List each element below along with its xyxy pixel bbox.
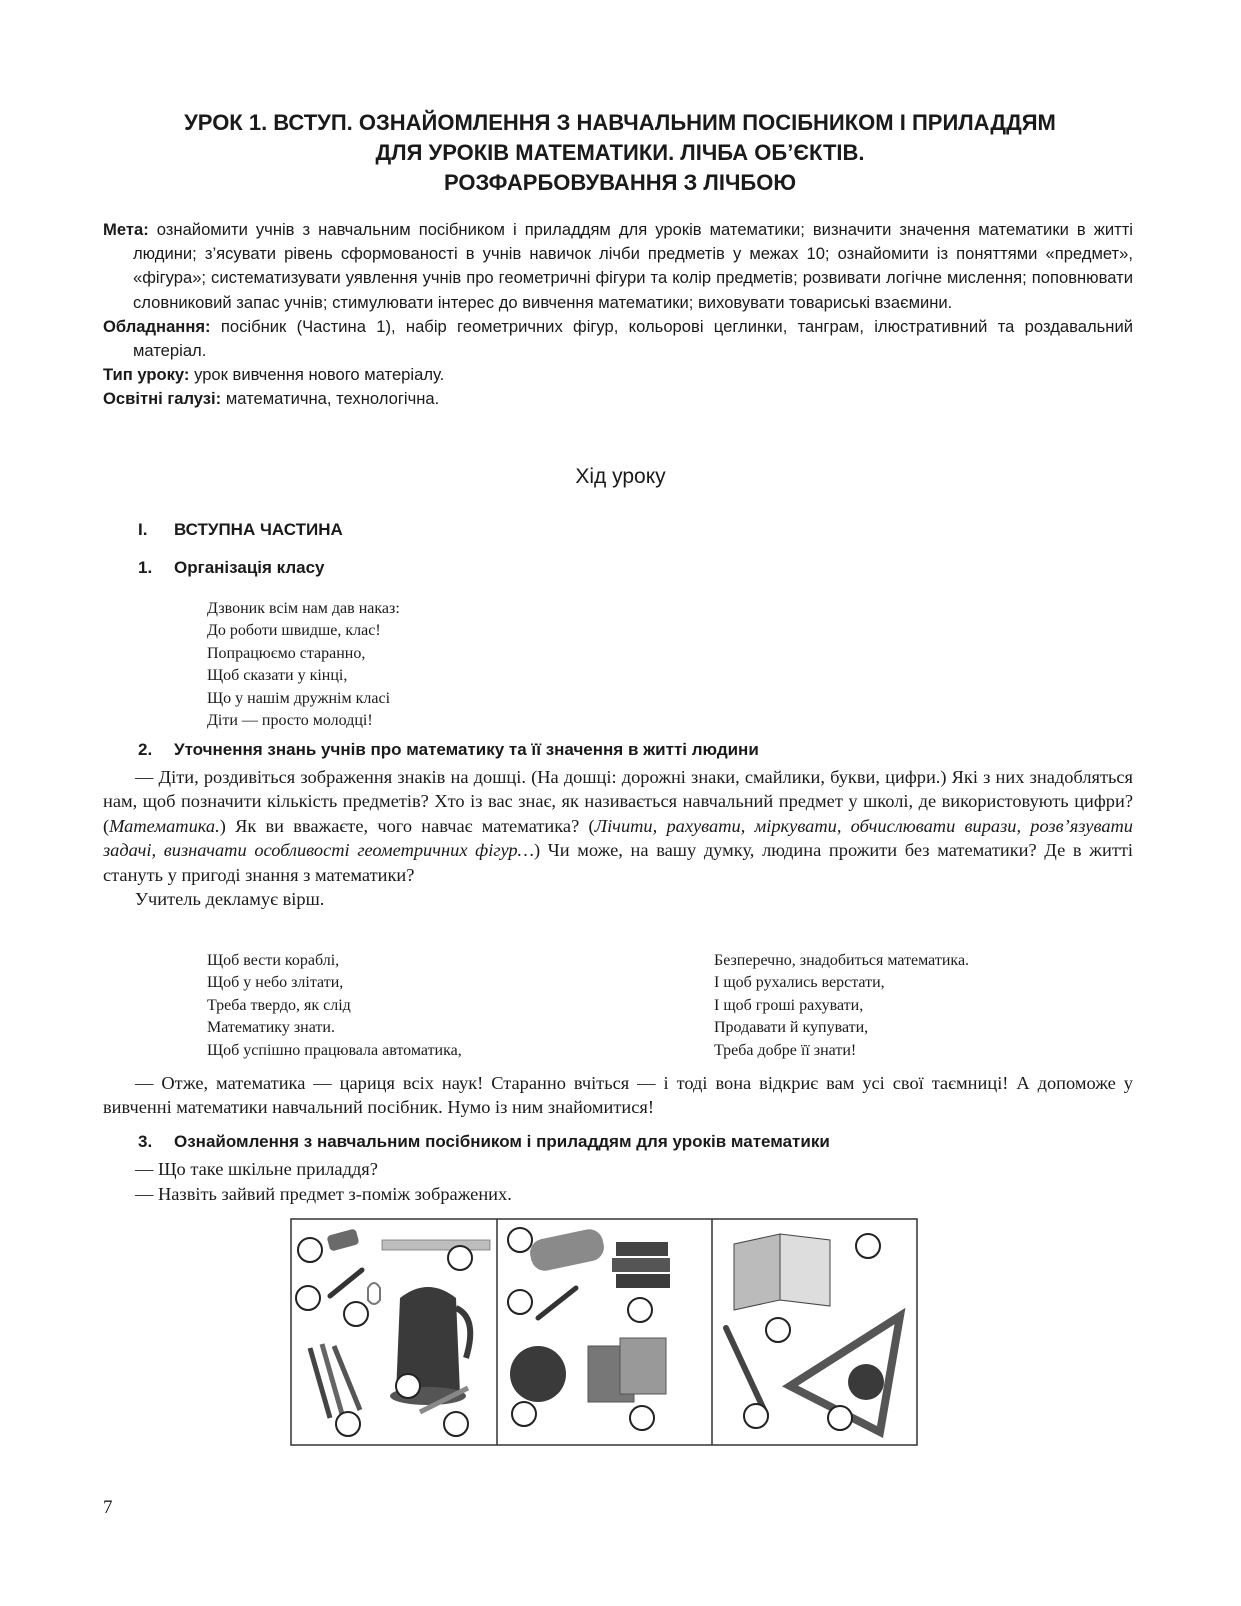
books-icon: [616, 1274, 670, 1288]
lesson-meta: [103, 218, 1133, 412]
answer-circle[interactable]: [396, 1374, 420, 1398]
goal-text: ознайомити учнів з навчальним посібником і приладдям для уроків математики; визначити значення математики в житті людини; з’ясувати рівень сформованості в учнів навичок лічби предметів у межах 10; ознайомити із поняттями «предмет», «фігура»; систематизувати уявлення учнів про геометричні фігури та колір предметів; розвивати логічне мислення; поповнювати словниковий запас учнів; стимулювати інтерес до вивчення математики; виховувати товариські взаємини.: [133, 220, 1133, 312]
type-label: Тип уроку:: [103, 365, 190, 385]
answer-circle[interactable]: [766, 1318, 790, 1342]
question-2: — Назвіть зайвий предмет з-поміж зображених.: [135, 1184, 512, 1204]
poem-line: Щоб успішно працювала автоматика,: [207, 1041, 462, 1059]
answer-circle[interactable]: [344, 1302, 368, 1326]
goal-paragraph: [103, 218, 1133, 315]
open-book-icon: [734, 1234, 780, 1310]
poem-line: Треба добре її знати!: [714, 1041, 857, 1059]
equipment-label: Обладнання:: [103, 316, 211, 336]
poem-line: Щоб у небо злітати,: [207, 974, 344, 992]
answer-circle[interactable]: [628, 1298, 652, 1322]
conclusion-text: — Отже, математика — цариця всіх наук! Старанно вчіться — і тоді вона відкриє вам усі свої таємниці! А допоможе у вивченні математики навчальний посібник. Нумо із ним знайомитися!: [103, 1073, 1133, 1118]
item-3-number: 3.: [138, 1132, 153, 1151]
answer-circle[interactable]: [298, 1238, 322, 1262]
answer-circle[interactable]: [512, 1402, 536, 1426]
item-2-heading: [138, 740, 759, 760]
type-text: урок вивчення нового матеріалу.: [194, 365, 445, 385]
title-line-2: ДЛЯ УРОКІВ МАТЕМАТИКИ. ЛІЧБА ОБ’ЄКТІВ.: [375, 140, 865, 165]
item-1-number: 1.: [138, 558, 153, 577]
school-supplies-figure: [290, 1218, 918, 1446]
poem-line: Математику знати.: [207, 1019, 335, 1037]
open-book-icon: [780, 1234, 830, 1306]
books-icon: [612, 1258, 670, 1272]
answer-circle[interactable]: [828, 1406, 852, 1430]
poem-math-right: [714, 950, 969, 1062]
teacher-recites: Учитель декламує вірш.: [135, 889, 325, 910]
poem-line: Безперечно, знадобиться математика.: [714, 952, 970, 969]
title-line-1: УРОК 1. ВСТУП. ОЗНАЙОМЛЕННЯ З НАВЧАЛЬНИМ ПОСІБНИКОМ І ПРИЛАДДЯМ: [184, 110, 1056, 135]
answer-circle[interactable]: [508, 1290, 532, 1314]
poem-math-left: [207, 950, 462, 1062]
item-3-title: Ознайомлення з навчальним посібником і приладдям для уроків математики: [174, 1132, 830, 1151]
areas-label: Освітні галузі:: [103, 389, 222, 409]
answer-circle[interactable]: [336, 1412, 360, 1436]
item-2-title: Уточнення знань учнів про математику та її значення в житті людини: [174, 740, 759, 759]
poem-line: Продавати й купувати,: [714, 1019, 869, 1037]
ruler-icon: [382, 1240, 490, 1250]
lesson-title: [100, 108, 1140, 198]
answer-circle[interactable]: [630, 1406, 654, 1430]
books-icon: [616, 1242, 668, 1256]
answer-circle[interactable]: [444, 1412, 468, 1436]
goal-label: Мета:: [103, 220, 149, 239]
poem-bell: [207, 598, 400, 732]
tomato-icon: [510, 1346, 566, 1402]
page-number: 7: [103, 1497, 113, 1518]
areas-paragraph: [103, 387, 1133, 411]
item-2-number: 2.: [138, 740, 153, 759]
answer-circle[interactable]: [508, 1228, 532, 1252]
discussion-text: [103, 765, 1133, 887]
section-1-number: I.: [138, 520, 148, 539]
title-line-3: РОЗФАРБОВУВАННЯ З ЛІЧБОЮ: [443, 170, 797, 195]
answer-circle[interactable]: [296, 1286, 320, 1310]
text-run: ) Чи може, на вашу думку, людина прожити без математики? Де в житті стануть у пригоді знання з математики?: [103, 840, 1133, 885]
section-1-heading: [138, 520, 343, 540]
chestnut-icon: [848, 1364, 884, 1400]
discussion-paragraph: [103, 765, 1133, 911]
answer-italic: Математика.: [109, 815, 220, 836]
equipment-text: посібник (Частина 1), набір геометричних фігур, кольорові цеглинки, танграм, ілюстративний та роздавальний матеріал.: [133, 316, 1133, 361]
item-3-heading: [138, 1132, 830, 1152]
poem-line: Щоб вести кораблі,: [207, 952, 340, 969]
poem-line: Щоб сказати у кінці,: [207, 667, 348, 685]
answer-circle[interactable]: [856, 1234, 880, 1258]
poem-line: Діти — просто молодці!: [207, 712, 373, 730]
poem-line: До роботи швидше, клас!: [207, 622, 381, 640]
figure-svg: [290, 1218, 918, 1446]
text-run: ) Як ви вважаєте, чого навчає математика? (: [219, 815, 595, 836]
text-run: — Діти, роздивіться зображення знаків на дошці. (На дошці: дорожні знаки, смайлики, букви, цифри.) Які з них знадобляться нам, щоб позначити кількість предметів? Хто із вас знає, як називається навчальний предмет у школі, де використовують цифри? (: [103, 767, 1133, 836]
type-paragraph: [103, 363, 1133, 387]
item-1-heading: [138, 558, 325, 578]
notebooks-icon: [620, 1338, 666, 1394]
section-1-title: ВСТУПНА ЧАСТИНА: [174, 520, 343, 539]
poem-line: Що у нашім дружнім класі: [207, 689, 391, 707]
poem-line: І щоб гроші рахувати,: [714, 996, 864, 1014]
poem-line: Треба твердо, як слід: [207, 996, 351, 1014]
answer-circle[interactable]: [448, 1246, 472, 1270]
poem-line: Попрацюємо старанно,: [207, 644, 366, 662]
question-1: — Що таке шкільне приладдя?: [135, 1159, 378, 1179]
conclusion-paragraph: [103, 1071, 1133, 1120]
poem-line: Дзвоник всім нам дав наказ:: [207, 600, 400, 617]
equipment-paragraph: [103, 315, 1133, 363]
answer-circle[interactable]: [744, 1404, 768, 1428]
areas-text: математична, технологічна.: [225, 389, 440, 409]
progress-heading: Хід уроку: [575, 465, 666, 488]
item-1-title: Організація класу: [174, 558, 325, 577]
answer-italic: Лічити, рахувати, міркувати, обчислювати вирази, розв’язувати задачі, визначати особливості геометричних фігур…: [103, 815, 1133, 861]
poem-line: І щоб рухались верстати,: [714, 974, 885, 992]
